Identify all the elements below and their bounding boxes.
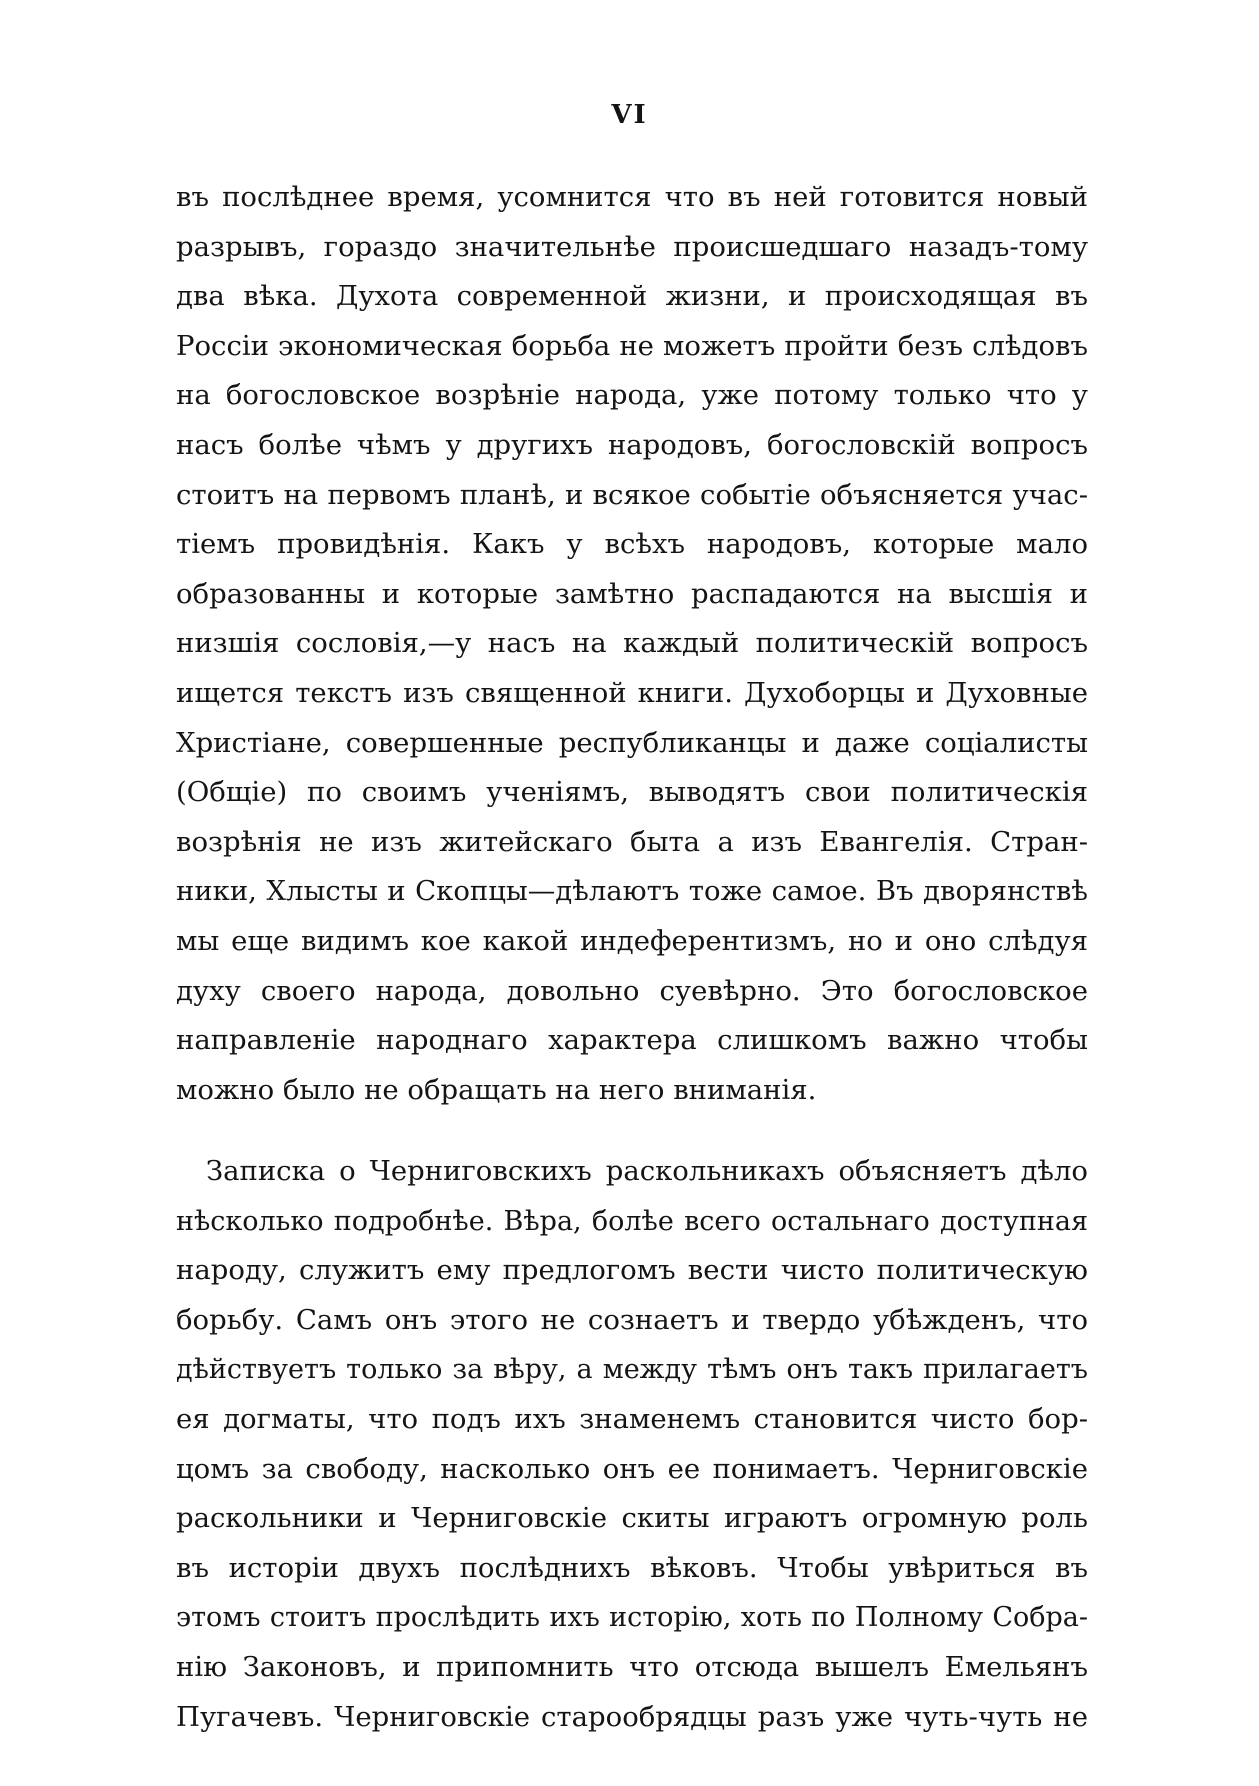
text-line: мы еще видимъ кое какой индеферентизмъ, но и оно слѣдуя <box>176 924 1088 957</box>
text-line: нѣсколько подробнѣе. Вѣра, болѣе всего остальнаго доступная <box>176 1205 1088 1237</box>
text-line: духу своего народа, довольно суевѣрно. Это богословское <box>176 974 1088 1007</box>
text-line: Россіи экономическая борьба не можетъ пройти безъ слѣдовъ <box>176 329 1088 362</box>
text-line: тіемъ провидѣнія. Какъ у всѣхъ народовъ, которые мало <box>176 528 1088 561</box>
text-line: нію Законовъ, и припомнить что отсюда вышелъ Емельянъ <box>176 1650 1088 1683</box>
text-line: разрывъ, гораздо значительнѣе происшедшаго назадъ-тому <box>176 230 1088 263</box>
text-line: на богословское возрѣніе народа, уже потому только что у <box>176 379 1088 412</box>
text-line: цомъ за свободу, насколько онъ ее понимаетъ. Черниговскіе <box>176 1452 1088 1485</box>
text-line: стоитъ на первомъ планѣ, и всякое событіе объясняется учас- <box>176 478 1088 511</box>
text-line: возрѣнія не изъ житейскаго быта а изъ Евангелія. Стран- <box>176 825 1088 858</box>
paragraph-2 <box>176 1147 1088 1742</box>
text-line: народу, служитъ ему предлогомъ вести чисто политическую <box>176 1254 1088 1287</box>
page-number: VI <box>611 100 648 130</box>
text-line: Пугачевъ. Черниговскіе старообрядцы разъ уже чуть-чуть не <box>176 1700 1088 1733</box>
text-line: низшія сословія,—у насъ на каждый политическій вопросъ <box>176 627 1088 660</box>
text-line: дѣйствуетъ только за вѣру, а между тѣмъ онъ такъ прилагаетъ <box>176 1354 1088 1386</box>
text-line: ники, Хлысты и Скопцы—дѣлаютъ тоже самое. Въ дворянствѣ <box>176 875 1088 908</box>
text-line: направленіе народнаго характера слишкомъ важно чтобы <box>176 1024 1088 1057</box>
text-line: (Общіе) по своимъ ученіямъ, выводятъ свои политическія <box>176 776 1088 809</box>
text-line: насъ болѣе чѣмъ у другихъ народовъ, богословскій вопросъ <box>176 428 1088 461</box>
text-line: въ послѣднее время, усомнится что въ ней готовится новый <box>176 181 1088 213</box>
text-line: Записка о Черниговскихъ раскольникахъ объясняетъ дѣло <box>206 1155 1088 1187</box>
text-line: этомъ стоитъ прослѣдить ихъ исторію, хоть по Полному Собра- <box>176 1602 1088 1634</box>
text-line: Христіане, совершенные республиканцы и даже соціалисты <box>176 726 1088 759</box>
text-line: образованны и которые замѣтно распадаются на высшія и <box>176 577 1088 610</box>
text-line: въ исторіи двухъ послѣднихъ вѣковъ. Чтобы увѣриться въ <box>176 1551 1088 1584</box>
text-line: ея догматы, что подъ ихъ знаменемъ становится чисто бор- <box>176 1402 1088 1435</box>
text-line: раскольники и Черниговскіе скиты играютъ огромную роль <box>176 1502 1088 1535</box>
text-line: борьбу. Самъ онъ этого не сознаетъ и твердо убѣжденъ, что <box>176 1303 1088 1336</box>
paragraph-1 <box>176 173 1088 1115</box>
text-line: два вѣка. Духота современной жизни, и происходящая въ <box>176 280 1088 313</box>
text-line: можно было не обращать на него вниманія. <box>176 1073 817 1106</box>
text-line: ищется текстъ изъ священной книги. Духоборцы и Духовные <box>176 676 1088 709</box>
